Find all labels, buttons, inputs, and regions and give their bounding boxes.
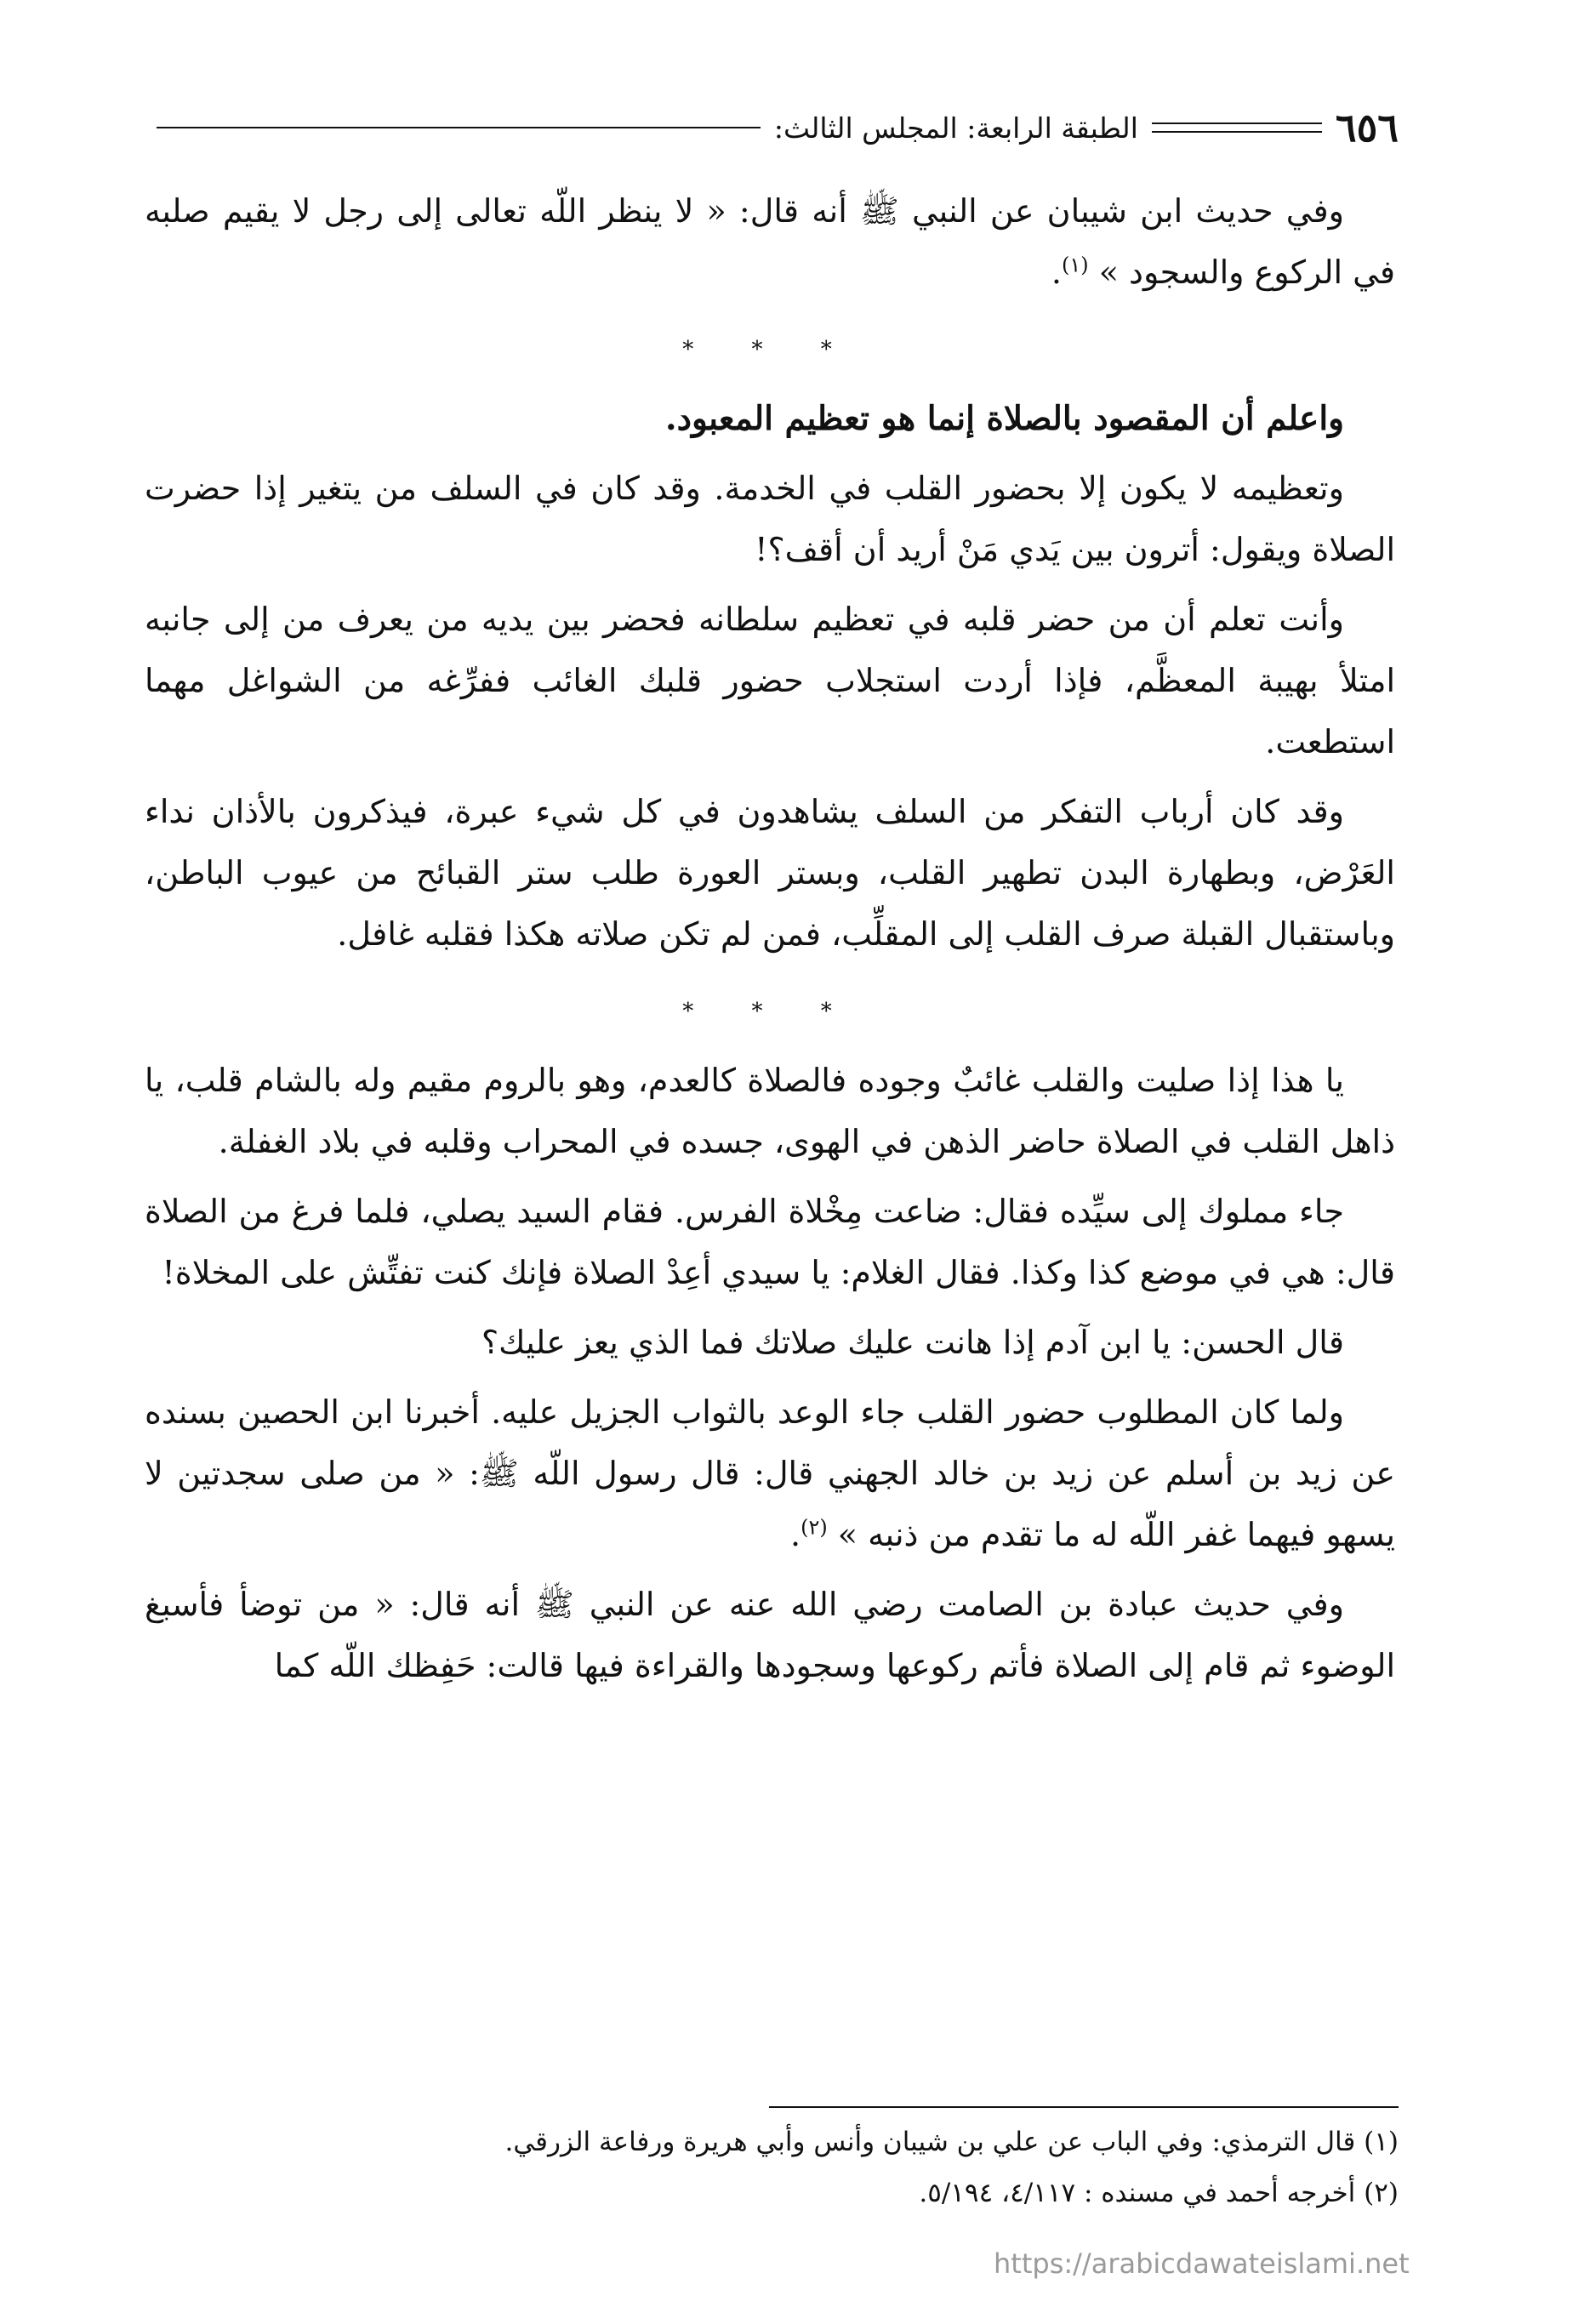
footnote-marker: (٢) (801, 1515, 828, 1540)
paragraph: وفي حديث ابن شيبان عن النبي ﷺ أنه قال: « لا ينظر اللّه تعالى إلى رجل لا يقيم صلبه في الركوع والسجود » $^{(١)}$. (145, 192, 1395, 291)
main-text (145, 180, 1395, 1705)
section-divider: * * * (682, 999, 858, 1024)
running-header (157, 102, 1399, 153)
page-number: ٦٥٦ (1335, 105, 1399, 151)
paragraph: وتعظيمه لا يكون إلا بحضور القلب في الخدمة. وقد كان في السلف من يتغير إذا حضرت الصلاة ويقول: أترون بين يَدي مَنْ أريد أن أقف؟! (145, 470, 1395, 568)
paragraph: جاء مملوك إلى سيِّده فقال: ضاعت مِخْلاة الفرس. فقام السيد يصلي، فلما فرغ من الصلاة قال: هي في موضع كذا وكذا. فقال الغلام: يا سيدي أعِدْ الصلاة فإنك كنت تفتِّش على المخلاة! (145, 1193, 1395, 1291)
section-divider: * * * (682, 337, 858, 362)
section-heading: واعلم أن المقصود بالصلاة إنما هو تعظيم المعبود. (665, 399, 1344, 438)
paragraph: وأنت تعلم أن من حضر قلبه في تعظيم سلطانه فحضر بين يديه من يعرف من إلى جانبه امتلأ بهيبة المعظَّم، فإذا أردت استجلاب حضور قلبك الغائب ففرِّغه من الشواغل مهما استطعت. (145, 601, 1395, 760)
paragraph: قال الحسن: يا ابن آدم إذا هانت عليك صلاتك فما الذي يعز عليك؟ (481, 1324, 1344, 1361)
paragraph: ولما كان المطلوب حضور القلب جاء الوعد بالثواب الجزيل عليه. أخبرنا ابن الحصين بسنده عن زيد بن أسلم عن زيد بن خالد الجهني قال: قال رسول اللّه ﷺ: « من صلى سجدتين لا يسهو فيهما غفر اللّه له ما تقدم من ذنبه » $^{(٢)}$. (145, 1393, 1395, 1553)
paragraph: وقد كان أرباب التفكر من السلف يشاهدون في كل شيء عبرة، فيذكرون بالأذان نداء العَرْض، وبطهارة البدن تطهير القلب، وبستر العورة طلب ستر القبائح من عيوب الباطن، وباستقبال القبلة صرف القلب إلى المقلِّب، فمن لم تكن صلاته هكذا فقلبه غافل. (145, 793, 1395, 953)
footnote-separator (769, 2106, 1399, 2108)
footnote: (١) قال الترمذي: وفي الباب عن علي بن شيبان وأنس وأبي هريرة ورفاعة الزرقي. (504, 2127, 1399, 2157)
header-rule (1152, 122, 1322, 133)
paragraph: وفي حديث عبادة بن الصامت رضي الله عنه عن النبي ﷺ أنه قال: « من توضأ فأسبغ الوضوء ثم قام إلى الصلاة فأتم ركوعها وسجودها والقراءة فيها قالت: حَفِظك اللّه كما (145, 1586, 1395, 1684)
running-title: الطبقة الرابعة: المجلس الثالث: (773, 111, 1138, 145)
footnote: (٢) أخرجه أحمد في مسنده : ٤/١١٧، ٥/١٩٤. (919, 2178, 1399, 2208)
footnote-marker: (١) (1061, 253, 1089, 277)
header-rule-long (157, 127, 761, 128)
watermark-url: https://arabicdawateislami.net (994, 2247, 1410, 2280)
footnotes (148, 2118, 1399, 2220)
paragraph: يا هذا إذا صليت والقلب غائبٌ وجوده فالصلاة كالعدم، وهو بالروم مقيم وله بالشام قلب، يا ذاهل القلب في الصلاة حاضر الذهن في الهوى، جسده في المحراب وقلبه في بلاد الغفلة. (145, 1062, 1395, 1160)
